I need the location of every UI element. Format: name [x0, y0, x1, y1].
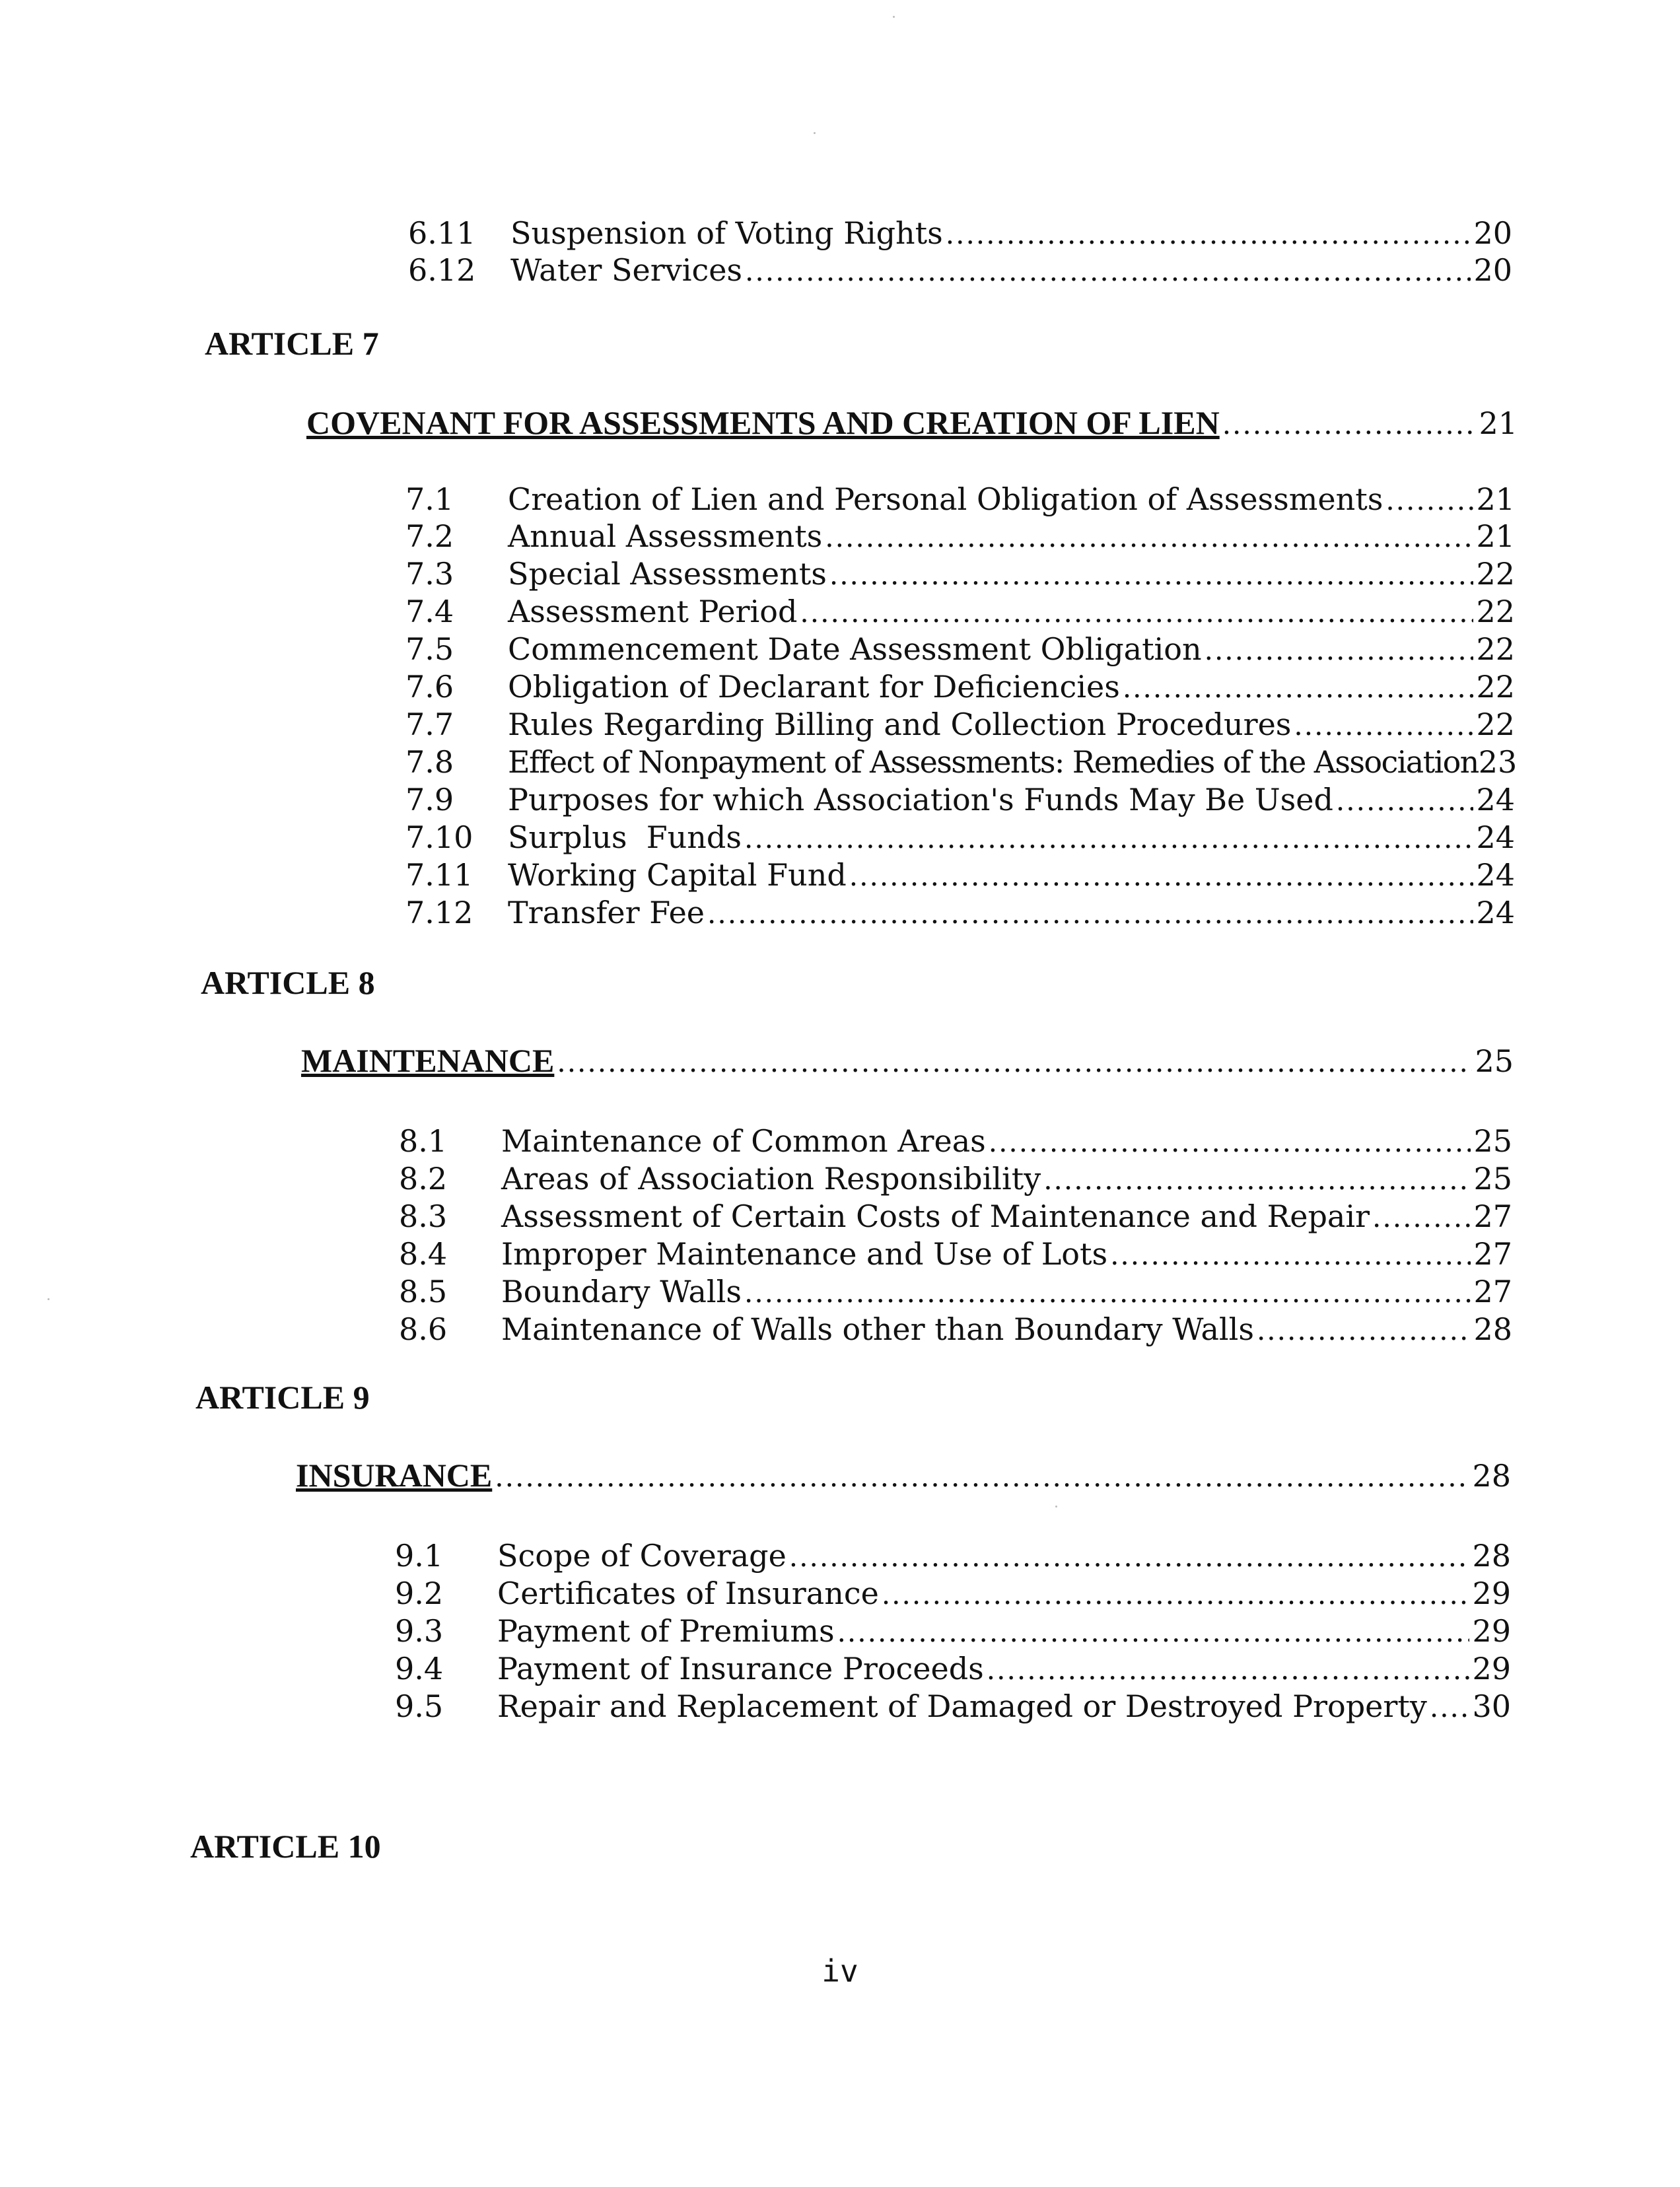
- entry-number: 7.9: [405, 782, 454, 817]
- entry-page: 21: [1476, 518, 1515, 554]
- entry-title: Payment of Insurance Proceeds: [497, 1651, 984, 1686]
- leader-dots: [829, 557, 1474, 594]
- toc-entry: [405, 555, 1515, 594]
- leader-dots: [1430, 1689, 1470, 1726]
- leader-dots: [1257, 1312, 1471, 1349]
- entry-number: 9.3: [395, 1613, 444, 1649]
- toc-entry: [405, 668, 1515, 707]
- leader-dots: [800, 594, 1473, 631]
- toc-entry: [405, 706, 1515, 744]
- toc-entry: [395, 1613, 1511, 1651]
- article-heading: ARTICLE 8: [201, 964, 375, 1001]
- entry-page: 22: [1476, 669, 1515, 705]
- entry-number: 9.4: [395, 1651, 444, 1686]
- entry-title: Certificates of Insurance: [497, 1576, 879, 1611]
- entry-number: 8.3: [399, 1198, 448, 1234]
- article-page: 25: [1475, 1043, 1514, 1079]
- leader-dots: [1372, 1199, 1471, 1236]
- toc-entry: [405, 856, 1515, 895]
- entry-number: 9.5: [395, 1688, 444, 1724]
- entry-page: 24: [1476, 782, 1515, 817]
- toc-entry: [395, 1688, 1511, 1726]
- leader-dots: [989, 1124, 1471, 1161]
- toc-entry: [405, 593, 1515, 631]
- leader-dots: [1110, 1237, 1471, 1274]
- entry-number: 7.8: [405, 744, 454, 780]
- entry-number: 6.11: [408, 215, 476, 251]
- entry-page: 28: [1472, 1538, 1511, 1574]
- entry-page: 27: [1473, 1198, 1512, 1234]
- entry-title: Annual Assessments: [508, 518, 823, 554]
- entry-page: 24: [1476, 857, 1515, 893]
- leader-dots: [744, 820, 1473, 857]
- entry-title: Transfer Fee: [508, 895, 705, 930]
- entry-page: 22: [1476, 556, 1515, 592]
- entry-page: 24: [1476, 895, 1515, 930]
- page-number: iv: [822, 1953, 858, 1989]
- entry-page: 20: [1473, 252, 1512, 288]
- entry-page: 23: [1478, 744, 1518, 780]
- entry-title: Special Assessments: [508, 556, 827, 592]
- entry-title: Surplus Funds: [508, 819, 742, 855]
- entry-number: 9.2: [395, 1576, 444, 1611]
- entry-page: 25: [1473, 1161, 1512, 1197]
- entry-title: Commencement Date Assessment Obligation: [508, 631, 1202, 667]
- entry-page: 27: [1473, 1236, 1512, 1272]
- entry-title: Areas of Association Responsibility: [501, 1161, 1041, 1197]
- entry-title: Working Capital Fund: [508, 857, 847, 893]
- article-title-text: COVENANT FOR ASSESSMENTS AND CREATION OF LIEN: [306, 404, 1220, 441]
- entry-number: 7.5: [405, 631, 454, 667]
- leader-dots: [1205, 632, 1474, 669]
- toc-entry: [399, 1160, 1512, 1198]
- entry-page: 22: [1476, 594, 1515, 629]
- entry-number: 6.12: [408, 252, 476, 288]
- leader-dots: [744, 1274, 1471, 1311]
- entry-title: Suspension of Voting Rights: [510, 215, 943, 251]
- entry-number: 9.1: [395, 1538, 444, 1574]
- article-page: 21: [1479, 405, 1518, 441]
- entry-page: 21: [1476, 481, 1515, 517]
- toc-entry: [405, 781, 1515, 819]
- entry-title: Assessment of Certain Costs of Maintenance and Repair: [501, 1198, 1370, 1234]
- leader-dots: [1222, 406, 1477, 443]
- article-heading: ARTICLE 7: [205, 325, 379, 362]
- entry-page: 25: [1473, 1123, 1512, 1159]
- entry-title: Repair and Replacement of Damaged or Destroyed Property: [497, 1688, 1427, 1724]
- scan-speck: [814, 132, 816, 134]
- entry-page: 30: [1472, 1688, 1511, 1724]
- entry-page: 29: [1472, 1651, 1511, 1686]
- toc-entry: [399, 1273, 1512, 1311]
- article-title: [306, 404, 1518, 443]
- article-heading: ARTICLE 10: [190, 1828, 381, 1865]
- leader-dots: [1123, 670, 1474, 707]
- toc-entry: [408, 215, 1512, 253]
- entry-number: 7.3: [405, 556, 454, 592]
- leader-dots: [557, 1044, 1472, 1081]
- entry-title: Effect of Nonpayment of Assessments: Remedies of the Association: [508, 744, 1479, 780]
- toc-entry: [405, 631, 1515, 669]
- leader-dots: [882, 1576, 1470, 1613]
- leader-dots: [987, 1651, 1470, 1688]
- entry-page: 28: [1473, 1311, 1512, 1347]
- entry-page: 29: [1472, 1576, 1511, 1611]
- entry-page: 24: [1476, 819, 1515, 855]
- article-title: [301, 1042, 1514, 1081]
- entry-title: Water Services: [510, 252, 743, 288]
- entry-number: 7.2: [405, 518, 454, 554]
- entry-title: Improper Maintenance and Use of Lots: [501, 1236, 1108, 1272]
- entry-page: 22: [1476, 707, 1515, 742]
- entry-page: 20: [1473, 215, 1512, 251]
- entry-title: Maintenance of Walls other than Boundary Walls: [501, 1311, 1254, 1347]
- leader-dots: [837, 1614, 1470, 1651]
- toc-entry: [399, 1311, 1512, 1349]
- leader-dots: [946, 216, 1471, 253]
- entry-number: 7.10: [405, 819, 473, 855]
- entry-title: Assessment Period: [508, 594, 798, 629]
- entry-number: 8.5: [399, 1274, 448, 1309]
- entry-number: 8.4: [399, 1236, 448, 1272]
- article-title-text: MAINTENANCE: [301, 1042, 555, 1079]
- entry-number: 8.1: [399, 1123, 448, 1159]
- toc-entry: [405, 481, 1515, 519]
- entry-title: Maintenance of Common Areas: [501, 1123, 986, 1159]
- scan-speck: [893, 16, 895, 18]
- entry-number: 7.1: [405, 481, 454, 517]
- leader-dots: [789, 1539, 1470, 1576]
- toc-entry: [395, 1575, 1511, 1613]
- entry-title: Scope of Coverage: [497, 1538, 787, 1574]
- leader-dots: [745, 253, 1471, 290]
- toc-entry: [399, 1123, 1512, 1161]
- leader-dots: [825, 519, 1473, 556]
- entry-title: Rules Regarding Billing and Collection Procedures: [508, 707, 1292, 742]
- entry-number: 8.2: [399, 1161, 448, 1197]
- entry-number: 8.6: [399, 1311, 448, 1347]
- toc-entry: [405, 518, 1515, 556]
- entry-page: 27: [1473, 1274, 1512, 1309]
- leader-dots: [1385, 482, 1473, 519]
- leader-dots: [495, 1459, 1469, 1496]
- scan-speck: [48, 1298, 50, 1300]
- toc-entry: [399, 1235, 1512, 1274]
- entry-page: 29: [1472, 1613, 1511, 1649]
- toc-entry: [399, 1198, 1512, 1236]
- entry-number: 7.7: [405, 707, 454, 742]
- toc-entry: [395, 1537, 1511, 1576]
- entry-number: 7.11: [405, 857, 473, 893]
- entry-number: 7.4: [405, 594, 454, 629]
- toc-entry: [408, 252, 1512, 290]
- article-heading: ARTICLE 9: [195, 1379, 370, 1416]
- entry-number: 7.12: [405, 895, 473, 930]
- entry-number: 7.6: [405, 669, 454, 705]
- article-page: 28: [1472, 1458, 1511, 1494]
- leader-dots: [1043, 1162, 1471, 1198]
- leader-dots: [707, 895, 1473, 932]
- article-title-text: INSURANCE: [296, 1457, 493, 1494]
- entry-title: Purposes for which Association's Funds May Be Used: [508, 782, 1333, 817]
- article-title: [296, 1457, 1511, 1496]
- entry-page: 22: [1476, 631, 1515, 667]
- toc-entry: [405, 819, 1515, 857]
- leader-dots: [1294, 707, 1473, 744]
- entry-title: Payment of Premiums: [497, 1613, 835, 1649]
- toc-entry: [405, 744, 1541, 781]
- entry-title: Creation of Lien and Personal Obligation of Assessments: [508, 481, 1383, 517]
- toc-entry: [395, 1650, 1511, 1688]
- entry-title: Obligation of Declarant for Deficiencies: [508, 669, 1120, 705]
- leader-dots: [1336, 782, 1474, 819]
- toc-entry: [405, 894, 1515, 932]
- leader-dots: [849, 858, 1474, 895]
- scan-speck: [1055, 1506, 1057, 1508]
- entry-title: Boundary Walls: [501, 1274, 742, 1309]
